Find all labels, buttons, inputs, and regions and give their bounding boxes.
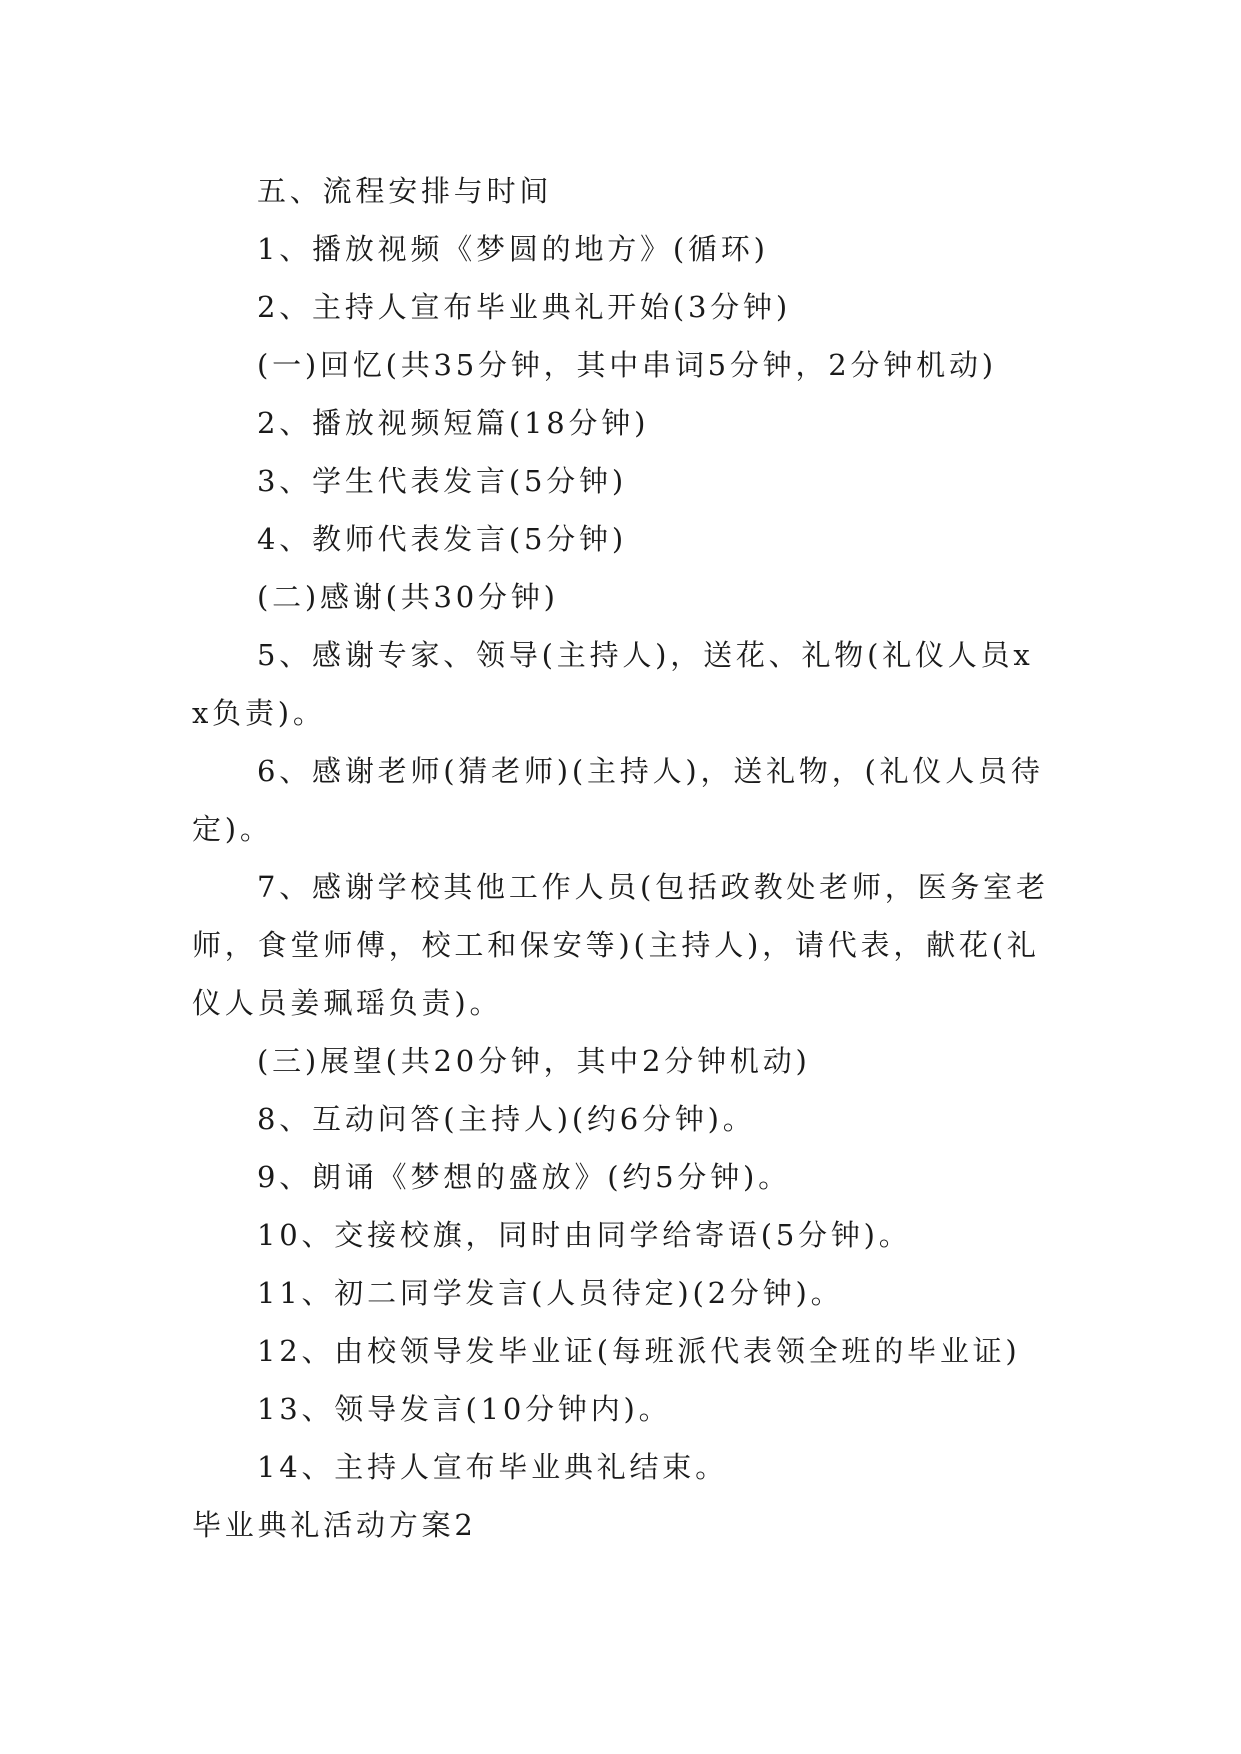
list-item: 13、领导发言(10分钟内)。 [257, 1392, 672, 1426]
list-item: 5、感谢专家、领导(主持人)，送花、礼物(礼仪人员xx负责)。 [192, 638, 1034, 730]
document-body [192, 162, 1052, 1554]
list-item: 9、朗诵《梦想的盛放》(约5分钟)。 [257, 1160, 791, 1194]
list-item: 11、初二同学发言(人员待定)(2分钟)。 [257, 1276, 844, 1310]
document-title: 毕业典礼活动方案2 [192, 1508, 477, 1542]
list-item: 10、交接校旗，同时由同学给寄语(5分钟)。 [257, 1218, 912, 1252]
subsection-heading-recall: (一)回忆(共35分钟，其中串词5分钟，2分钟机动) [257, 348, 997, 382]
section-heading-process: 五、流程安排与时间 [257, 174, 553, 208]
list-item: 8、互动问答(主持人)(约6分钟)。 [257, 1102, 756, 1136]
list-item: 6、感谢老师(猜老师)(主持人)，送礼物，(礼仪人员待定)。 [192, 754, 1044, 846]
list-item: 14、主持人宣布毕业典礼结束。 [257, 1450, 728, 1484]
list-item: 4、教师代表发言(5分钟) [257, 522, 627, 556]
list-item: 2、主持人宣布毕业典礼开始(3分钟) [257, 290, 791, 324]
list-item: 2、播放视频短篇(18分钟) [257, 406, 650, 440]
subsection-heading-outlook: (三)展望(共20分钟，其中2分钟机动) [257, 1044, 811, 1078]
list-item: 3、学生代表发言(5分钟) [257, 464, 627, 498]
list-item: 7、感谢学校其他工作人员(包括政教处老师，医务室老师，食堂师傅，校工和保安等)(主持人)，请代表，献花(礼仪人员姜珮瑶负责)。 [192, 870, 1049, 1020]
subsection-heading-thanks: (二)感谢(共30分钟) [257, 580, 559, 614]
list-item: 12、由校领导发毕业证(每班派代表领全班的毕业证) [257, 1334, 1021, 1368]
list-item: 1、播放视频《梦圆的地方》(循环) [257, 232, 769, 266]
